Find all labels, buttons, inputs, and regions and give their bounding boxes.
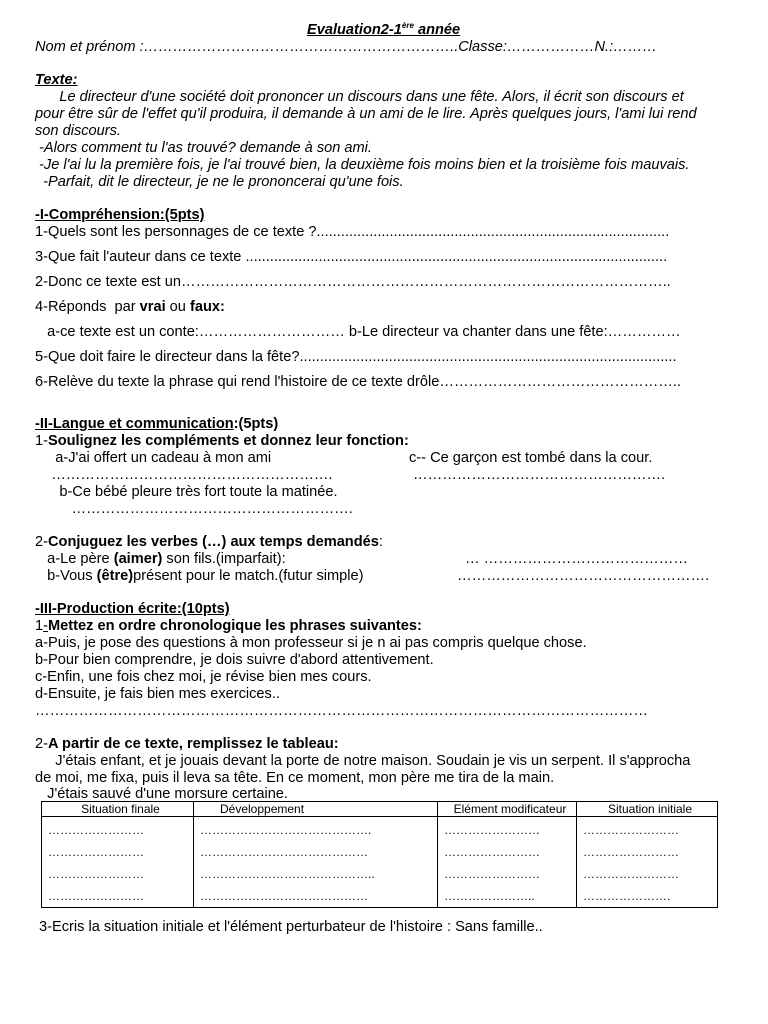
production-q2 <box>35 736 339 753</box>
q4-faux: faux: <box>189 299 225 315</box>
cell-text: …………………… <box>583 867 679 881</box>
production-q1 <box>35 618 422 635</box>
cell-text: …………………… <box>48 823 144 837</box>
langue-dots-c: ……………………………………………. <box>413 467 666 483</box>
langue-heading-pts: :(5pts) <box>233 416 279 432</box>
comprehension-heading: -I-Compréhension:(5pts) <box>35 207 205 223</box>
cell-text: ……………………………………. <box>200 823 372 837</box>
cell-text: …………………. <box>583 889 671 903</box>
q4-prefix: 4-Réponds par <box>35 299 140 315</box>
q2-a-post: son fils.(imparfait): <box>162 551 286 567</box>
q2-b-post: présent pour le match.(futur simple) <box>133 568 364 584</box>
langue-dots-b: …………………………………………………. <box>35 501 353 517</box>
col-developpement: Développement <box>194 802 438 817</box>
texte-line-3: son discours. <box>35 123 121 139</box>
prod-q1-dash: - <box>43 618 48 634</box>
cell-text: …………………………………….. <box>200 867 375 881</box>
langue-q2-num: 2- <box>35 534 48 550</box>
question-4-items: a-ce texte est un conte:………………………… b-Le directeur va chanter dans une fête:…………… <box>35 324 681 340</box>
table-header-row <box>42 802 718 817</box>
cell-text: …………………… <box>444 823 540 837</box>
sentence-d: d-Ensuite, je fais bien mes exercices.. <box>35 686 280 702</box>
prod-q1-num: 1 <box>35 618 44 634</box>
prod-q2-num: 2- <box>35 736 48 752</box>
texte-heading: Texte: <box>35 72 78 88</box>
langue-q2-a <box>35 551 286 568</box>
q2-a-verb: (aimer) <box>113 551 163 567</box>
texte-line-4: -Alors comment tu l'as trouvé? demande à son ami. <box>35 140 372 156</box>
cell-text: …………………… <box>583 823 679 837</box>
title-suffix: année <box>413 22 461 38</box>
cell-text: …………………… <box>444 845 540 859</box>
cell-text: …………………………………… <box>200 845 368 859</box>
question-5: 5-Que doit faire le directeur dans la fête?............................................................................................. <box>35 349 677 365</box>
table-row <box>42 817 718 908</box>
table-cell[interactable] <box>577 817 718 908</box>
langue-q2-a-dots: … …………………………………… <box>465 551 688 567</box>
name-class-line: Nom et prénom :………………………………………………………..Classe:………………N.:……… <box>35 39 657 55</box>
col-situation-initiale: Situation initiale <box>577 802 718 817</box>
cell-text: …………………………………… <box>200 889 368 903</box>
langue-q1-b: b-Ce bébé pleure très fort toute la matinée. <box>35 484 338 500</box>
page-title <box>307 22 460 39</box>
col-situation-finale: Situation finale <box>42 802 194 817</box>
langue-q1-a: a-J'ai offert un cadeau à mon ami <box>35 450 272 466</box>
story-line-3: J'étais sauvé d'une morsure certaine. <box>35 786 288 802</box>
sentence-a: a-Puis, je pose des questions à mon professeur si je n ai pas compris quelque chose. <box>35 635 587 651</box>
q4-ou: ou <box>165 299 190 315</box>
title-main: Evaluation2-1 <box>307 22 402 38</box>
langue-q2-text: Conjuguez les verbes (…) aux temps demandés <box>47 534 379 550</box>
langue-q2-b-dots: ……………………………………………. <box>457 568 710 584</box>
table-cell[interactable] <box>194 817 438 908</box>
langue-heading-text: -II-Langue et communication <box>35 416 234 432</box>
schema-table <box>41 801 718 908</box>
title-sup: ère <box>401 21 414 31</box>
cell-text: ………………….. <box>444 889 535 903</box>
col-element-modificateur: Elément modificateur <box>438 802 577 817</box>
production-heading: -III-Production écrite:(10pts) <box>35 601 230 617</box>
story-line-2: de moi, me fixa, puis il leva sa tête. En ce moment, mon père me tira de la main. <box>35 770 555 786</box>
question-1: 1-Quels sont les personnages de ce texte ?....................................................................................... <box>35 224 670 240</box>
table-cell[interactable] <box>42 817 194 908</box>
cell-text: …………………… <box>583 845 679 859</box>
production-q3: 3-Ecris la situation initiale et l'élément perturbateur de l'histoire : Sans famille.. <box>35 919 543 935</box>
sentence-b: b-Pour bien comprendre, je dois suivre d'abord attentivement. <box>35 652 434 668</box>
langue-q2 <box>35 534 383 551</box>
texte-line-1: Le directeur d'une société doit prononcer un discours dans une fête. Alors, il écrit son discours et <box>35 89 684 105</box>
question-4 <box>35 299 225 316</box>
langue-dots-a: …………………………………………………. <box>35 467 333 483</box>
order-answer-dots: ……………………………………………………………………………………………………………… <box>35 703 648 719</box>
cell-text: …………………… <box>48 867 144 881</box>
langue-heading <box>35 416 278 433</box>
langue-q1-c: c-- Ce garçon est tombé dans la cour. <box>409 450 653 466</box>
texte-line-6: -Parfait, dit le directeur, je ne le prononcerai qu'une fois. <box>35 174 404 190</box>
story-line-1: J'étais enfant, et je jouais devant la porte de notre maison. Soudain je vis un serpent. Il s'approcha <box>35 753 691 769</box>
texte-line-2: pour être sûr de l'effet qu'il produira, il demande à un ami de le lire. Après quelques jours, l'ami lui rend <box>35 106 697 122</box>
texte-line-5: -Je l'ai lu la première fois, je l'ai trouvé bien, la deuxième fois moins bien et la troisième fois mauvais. <box>35 157 690 173</box>
q4-vrai: vrai <box>139 299 166 315</box>
prod-q1-text: Mettez en ordre chronologique les phrases suivantes: <box>48 618 422 634</box>
q2-a-pre: a-Le père <box>35 551 114 567</box>
sentence-c: c-Enfin, une fois chez moi, je révise bien mes cours. <box>35 669 372 685</box>
langue-q2-colon: : <box>378 534 383 550</box>
cell-text: …………………… <box>444 867 540 881</box>
q2-b-pre: b-Vous <box>35 568 97 584</box>
cell-text: …………………… <box>48 845 144 859</box>
langue-q2-b <box>35 568 364 585</box>
langue-q1-num: 1- <box>35 433 48 449</box>
langue-q1 <box>35 433 409 450</box>
question-3: 3-Que fait l'auteur dans ce texte ........................................................................................................ <box>35 249 668 265</box>
langue-q1-text: Soulignez les compléments et donnez leur fonction: <box>47 433 409 449</box>
prod-q2-text: A partir de ce texte, remplissez le tableau: <box>47 736 339 752</box>
table-cell[interactable] <box>438 817 577 908</box>
question-6: 6-Relève du texte la phrase qui rend l'histoire de ce texte drôle………………………………………….. <box>35 374 681 390</box>
q2-b-verb: (être) <box>96 568 134 584</box>
cell-text: …………………… <box>48 889 144 903</box>
question-2: 2-Donc ce texte est un……………………………………………………………………………………….. <box>35 274 671 290</box>
